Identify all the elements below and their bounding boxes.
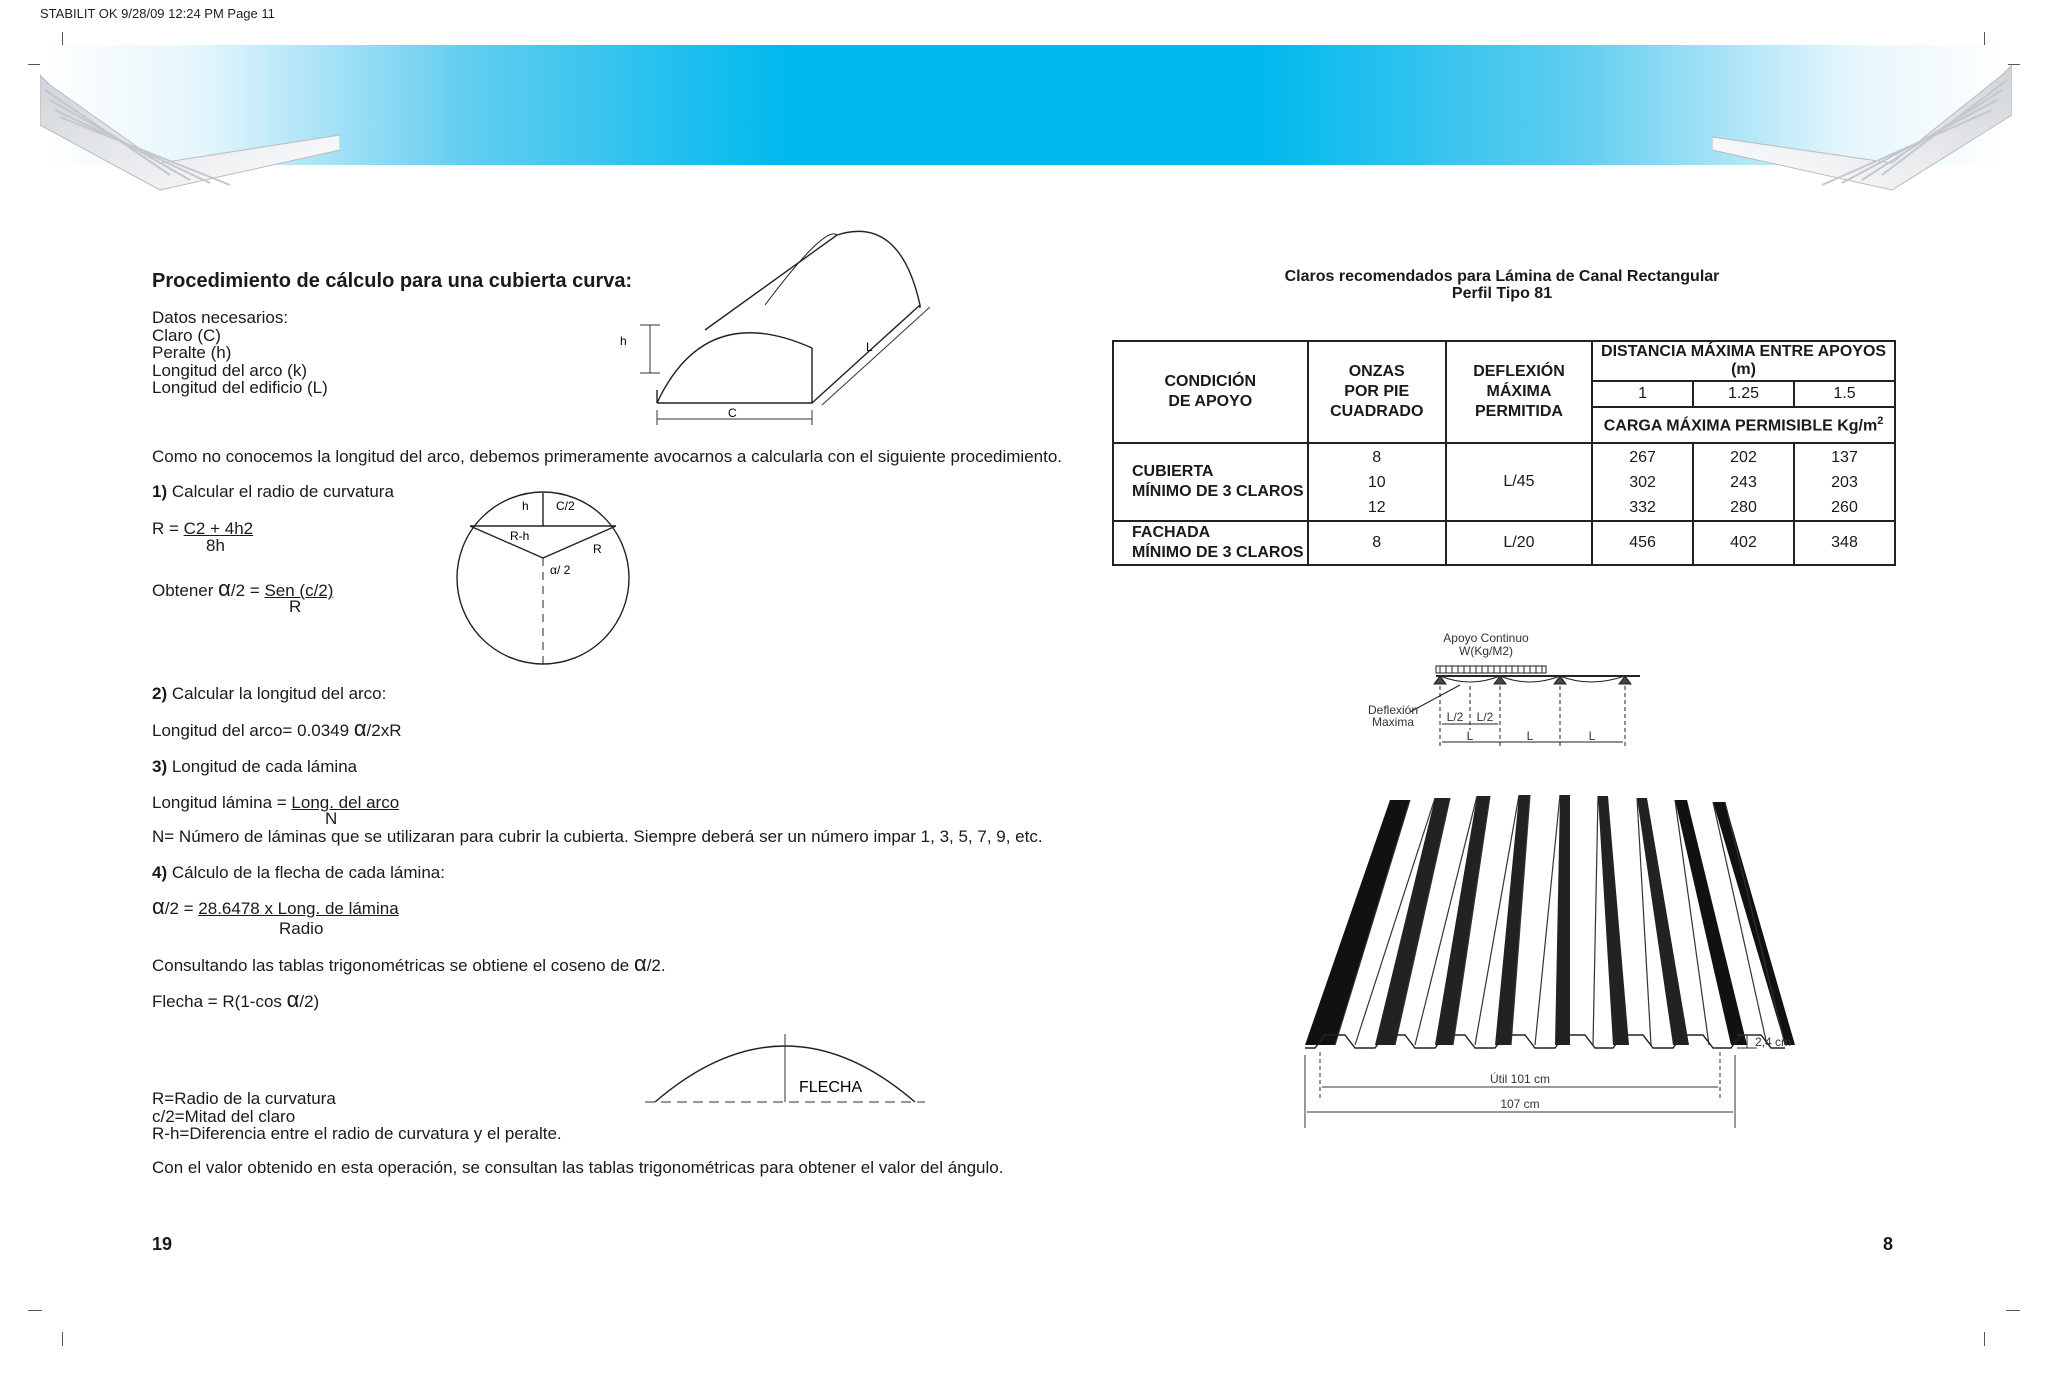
roof-h-label: h [620, 334, 627, 348]
cond-fachada: FACHADA MÍNIMO DE 3 CLAROS [1113, 521, 1308, 565]
cond-cubierta: CUBIERTA MÍNIMO DE 3 CLAROS [1113, 443, 1308, 521]
crop-mark [28, 1310, 42, 1311]
circle-h-label: h [522, 499, 529, 513]
span-1: 1 [1592, 381, 1693, 407]
alpha-sen-formula: Obtener α/2 = Sen (c/2) [152, 576, 334, 601]
circle-c2-label: C/2 [556, 499, 575, 513]
value-cell: 348 [1794, 521, 1895, 565]
half-span-label: L/2 [1476, 710, 1494, 724]
step-4: 4) Cálculo de la flecha de cada lámina: [152, 863, 445, 882]
final-paragraph: Con el valor obtenido en esta operación, se consultan las tablas trigonométricas para obtener el valor del ángulo. [152, 1158, 1004, 1177]
value-cell: 402 [1693, 521, 1794, 565]
value-cell: 137 203 260 [1794, 443, 1895, 521]
corrugated-sheet-perspective-drawing [1295, 790, 1795, 1135]
definition-line: R-h=Diferencia entre el radio de curvatura y el peralte. [152, 1124, 562, 1143]
corrugation-height-label: 2,4 cm [1755, 1035, 1792, 1049]
crop-mark [1984, 32, 1985, 46]
alpha-formula: α/2 = 28.6478 x Long. de lámina [152, 894, 399, 919]
crop-mark [2006, 1310, 2020, 1311]
span-label: L [1526, 729, 1534, 743]
beam-load-label: W(Kg/M2) [1459, 644, 1513, 658]
span-label: L [1588, 729, 1596, 743]
curved-roof-diagram [610, 225, 930, 435]
header-carga: CARGA MÁXIMA PERMISIBLE $Kg/m^2$ [1592, 407, 1895, 443]
table-row [1113, 443, 1895, 521]
cosine-paragraph: Consultando las tablas trigonométricas se obtiene el coseno de α/2. [152, 951, 666, 976]
corrugated-sheet-right-image [1712, 55, 2012, 195]
datos-line: Datos necesarios: [152, 308, 289, 327]
roof-c-label: C [728, 406, 737, 420]
step-2: 2) Calcular la longitud del arco: [152, 684, 387, 703]
onzas-cell: 8 [1308, 521, 1446, 565]
table-title: Claros recomendados para Lámina de Canal Rectangular Perfil Tipo 81 [1284, 268, 1720, 302]
step-1: 1) Calcular el radio de curvatura [152, 482, 394, 501]
beam-title: Apoyo Continuo [1443, 631, 1529, 645]
datos-list [152, 309, 328, 397]
crop-mark [1984, 1332, 1985, 1346]
right-page-number: 8 [1883, 1234, 1894, 1254]
alpha-sen-denominator: R [289, 597, 302, 616]
alpha-formula-denominator: Radio [279, 919, 324, 938]
header-condicion: CONDICIÓN DE APOYO [1113, 341, 1308, 443]
left-page-title: Procedimiento de cálculo para una cubierta curva: [152, 270, 633, 292]
datos-line: Longitud del arco (k) [152, 360, 307, 380]
datos-line: Claro (C) [152, 325, 221, 345]
flecha-arc-diagram [645, 1030, 925, 1110]
header-onzas: ONZAS POR PIE CUADRADO [1308, 341, 1446, 443]
print-slug: STABILIT OK 9/28/09 12:24 PM Page 11 [40, 6, 275, 21]
span-1-25: 1.25 [1693, 381, 1794, 407]
crop-mark [62, 1332, 63, 1346]
crop-mark [62, 32, 63, 46]
value-cell: 456 [1592, 521, 1693, 565]
arc-length-formula: Longitud del arco= 0.0349 α/2xR [152, 716, 402, 741]
header-distancia: DISTANCIA MÁXIMA ENTRE APOYOS (m) [1592, 341, 1895, 381]
deflexion-cell: L/45 [1446, 443, 1592, 521]
flecha-label: FLECHA [799, 1079, 863, 1096]
sheet-length-formula: Longitud lámina = Long. del arco [152, 793, 400, 812]
useful-width-label: Útil 101 cm [1489, 1072, 1551, 1086]
radius-formula: R = C2 + 4h2 [152, 519, 254, 538]
table-row [1113, 521, 1895, 565]
onzas-cell: 8 10 12 [1308, 443, 1446, 521]
total-width-label: 107 cm [1500, 1097, 1540, 1111]
span-label: L [1466, 729, 1474, 743]
definitions-list [152, 1090, 562, 1143]
n-definition: N= Número de láminas que se utilizaran para cubrir la cubierta. Siempre deberá ser un número impar 1, 3, 5, 7, 9, etc. [152, 827, 1043, 846]
value-cell: 202 243 280 [1693, 443, 1794, 521]
sheet-length-denominator: N [325, 809, 338, 828]
corrugated-sheet-left-image [40, 55, 340, 195]
value-cell: 267 302 332 [1592, 443, 1693, 521]
left-page-number: 19 [152, 1234, 173, 1254]
definition-line: c/2=Mitad del claro [152, 1106, 296, 1126]
span-1-5: 1.5 [1794, 381, 1895, 407]
circle-rh-label: R-h [510, 529, 530, 543]
curvature-circle-diagram [448, 488, 638, 668]
datos-line: Peralte (h) [152, 343, 232, 362]
spans-table [1112, 340, 1896, 566]
radius-formula-denominator: 8h [206, 536, 225, 555]
maxima-label: Maxima [1371, 715, 1415, 729]
flecha-formula: Flecha = R(1-cos α/2) [152, 987, 320, 1012]
circle-alpha-label: α/ 2 [550, 563, 571, 577]
intro-paragraph: Como no conocemos la longitud del arco, debemos primeramente avocarnos a calcularla con el siguiente procedimiento. [152, 447, 1062, 466]
half-span-label: L/2 [1446, 710, 1464, 724]
step-3: 3) Longitud de cada lámina [152, 757, 358, 776]
header-deflexion: DEFLEXIÓN MÁXIMA PERMITIDA [1446, 341, 1592, 443]
deflexion-label: Deflexión [1367, 703, 1419, 717]
continuous-support-beam-diagram [1360, 630, 1660, 752]
roof-l-label: L [866, 340, 873, 354]
deflexion-cell: L/20 [1446, 521, 1592, 565]
circle-r-label: R [593, 542, 602, 556]
definition-line: R=Radio de la curvatura [152, 1089, 336, 1108]
datos-line: Longitud del edificio (L) [152, 378, 328, 397]
